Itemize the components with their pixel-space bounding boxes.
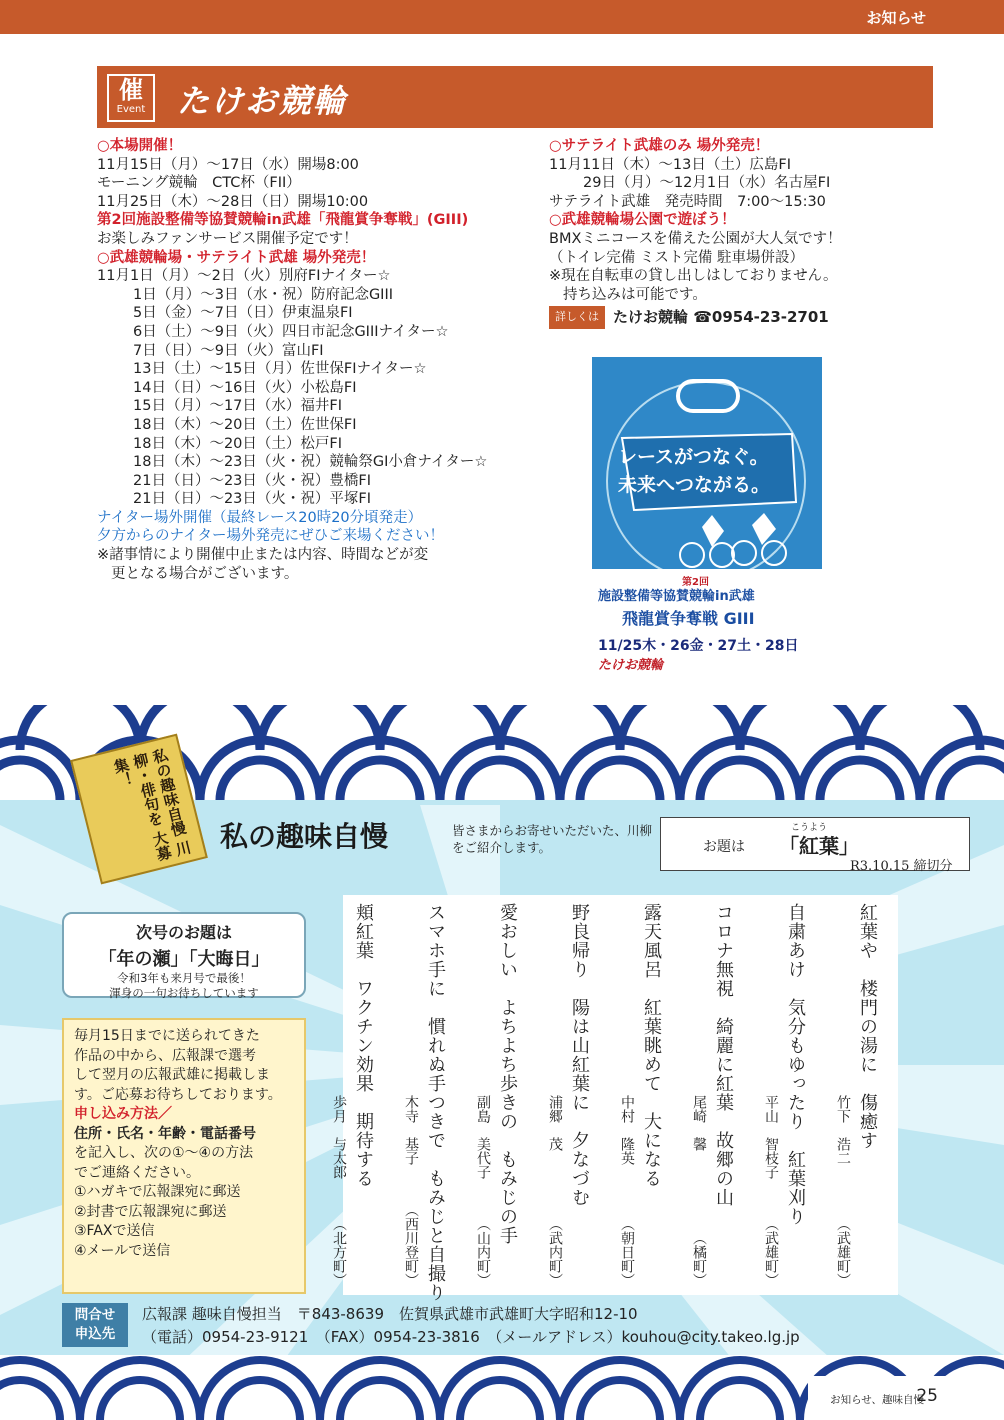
apply-line: して翌月の広報武雄に掲載しま bbox=[74, 1067, 270, 1083]
schedule-line: ※諸事情により開催中止または内容、時間などが変 bbox=[97, 547, 429, 564]
haiku-poem: スマホ手に 慣れぬ手つきで もみじと自撮り bbox=[425, 903, 446, 1302]
contact-badge-line-1: 問合せ bbox=[74, 1307, 116, 1323]
haiku-entry bbox=[532, 895, 604, 1295]
haiku-author: 平山 智枝子 bbox=[763, 1095, 779, 1179]
haiku-author: 尾崎 馨 bbox=[691, 1095, 707, 1151]
schedule-line: 21日（日）〜23日（火・祝）平塚FI bbox=[133, 491, 372, 508]
haiku-town: （朝日町） bbox=[619, 1217, 635, 1287]
schedule-line: 13日（土）〜15日（月）佐世保FIナイター☆ bbox=[133, 361, 427, 378]
schedule-line: 14日（日）〜16日（火）小松島FI bbox=[133, 379, 357, 396]
poster-title-line-1: 施設整備等協賛競輪in武雄 bbox=[598, 589, 755, 604]
haiku-town: （武雄町） bbox=[835, 1217, 851, 1287]
apply-line: す。ご応募お待ちしております。 bbox=[74, 1086, 282, 1103]
schedule-line: ○サテライト武雄のみ 場外発売！ bbox=[549, 138, 770, 154]
poster-slogan-2: 未来へつながる。 bbox=[618, 474, 771, 496]
left-schedule-column bbox=[97, 137, 537, 583]
apply-instructions-box bbox=[62, 1018, 306, 1294]
apply-line: 作品の中から、広報課で選考 bbox=[74, 1047, 256, 1064]
schedule-line: 21日（日）〜23日（火・祝）豊橋FI bbox=[133, 472, 372, 489]
haiku-poem: 自粛あけ 気分もゆったり 紅葉刈り bbox=[785, 903, 806, 1226]
haiku-author: 歩月 与太郎 bbox=[331, 1095, 347, 1179]
schedule-line: 15日（月）〜17日（水）福井FI bbox=[133, 398, 343, 415]
right-schedule-lines bbox=[549, 137, 939, 304]
schedule-line: 持ち込みは可能です。 bbox=[563, 286, 707, 303]
contact-address: 広報課 趣味自慢担当 〒843-8639 佐賀県武雄市武雄町大字昭和12-10 bbox=[142, 1305, 638, 1323]
schedule-line: 18日（木）〜20日（土）松戸FI bbox=[133, 435, 343, 452]
haiku-author: 竹下 浩二 bbox=[835, 1095, 851, 1165]
footer-section-text: お知らせ、趣味自慢 bbox=[830, 1394, 924, 1406]
haiku-poem: コロナ無視 綺麗に紅葉 故郷の山 bbox=[713, 903, 734, 1207]
schedule-line: ○武雄競輪場公園で遊ぼう！ bbox=[549, 212, 736, 229]
haiku-entry bbox=[388, 895, 460, 1302]
haiku-panel bbox=[331, 895, 898, 1302]
schedule-line: 11月11日（木）〜13日（土）広島FI bbox=[549, 156, 791, 173]
haiku-author: 浦郷 茂 bbox=[547, 1095, 563, 1151]
theme-word: 「紅葉」 bbox=[779, 834, 859, 858]
event-banner bbox=[97, 66, 933, 128]
schedule-line: サテライト武雄 発売時間 7:00〜15:30 bbox=[549, 193, 826, 210]
poster-edition: 第2回 bbox=[682, 577, 709, 588]
next-theme-box bbox=[62, 912, 306, 998]
schedule-line: 11月15日（月）〜17日（水）開場8:00 bbox=[97, 156, 359, 173]
schedule-line: 11月25日（木）〜28日（日）開場10:00 bbox=[97, 193, 369, 210]
event-badge-kanji: 催 bbox=[119, 76, 143, 104]
schedule-line: 5日（金）〜7日（日）伊東温泉FI bbox=[133, 305, 353, 322]
right-schedule-column bbox=[549, 137, 939, 329]
schedule-line: BMXミニコースを備えた公園が大人気です！ bbox=[549, 230, 842, 247]
contact-badge-line-2: 申込先 bbox=[74, 1326, 116, 1342]
info-row bbox=[549, 306, 939, 329]
haiku-poem: 紅葉や 楼門の湯に 傷癒す bbox=[857, 903, 878, 1150]
haiku-entry bbox=[820, 895, 892, 1295]
hobby-title: 私の趣味自慢 bbox=[220, 820, 389, 853]
info-contact: たけお競輪 ☎0954-23-2701 bbox=[613, 308, 829, 327]
haiku-poem: 頬紅葉 ワクチン効果 期待する bbox=[353, 903, 374, 1188]
haiku-entry bbox=[460, 895, 532, 1295]
haiku-town: （山内町） bbox=[475, 1217, 491, 1287]
apply-line: ④メールで送信 bbox=[74, 1242, 171, 1259]
apply-line: 毎月15日までに送られてきた bbox=[74, 1028, 260, 1044]
page-number: 25 bbox=[916, 1386, 938, 1406]
haiku-town: （西川登町） bbox=[403, 1203, 419, 1287]
haiku-town: （武内町） bbox=[547, 1217, 563, 1287]
poster-title-line-2: 飛龍賞争奪戦 GIII bbox=[622, 609, 755, 628]
schedule-line: 18日（木）〜23日（火・祝）競輪祭GI小倉ナイター☆ bbox=[133, 454, 488, 471]
schedule-line: ○本場開催！ bbox=[97, 138, 183, 154]
haiku-entry bbox=[748, 895, 820, 1295]
theme-deadline: R3.10.15 締切分 bbox=[850, 859, 953, 874]
schedule-line: 7日（日）〜9日（火）富山FI bbox=[133, 342, 324, 359]
poster-dates: 11/25木・26金・27土・28日 bbox=[598, 638, 799, 654]
apply-line: ③FAXで送信 bbox=[74, 1223, 155, 1239]
poster-cyclists-icon bbox=[672, 507, 792, 569]
haiku-town: （橘町） bbox=[691, 1231, 707, 1287]
schedule-line: 29日（月）〜12月1日（水）名古屋FI bbox=[583, 175, 831, 192]
next-theme-word: 「年の瀬」「大晦日」 bbox=[98, 949, 270, 970]
haiku-entry bbox=[316, 895, 388, 1295]
poster-slogan-1: レースがつなぐ。 bbox=[618, 446, 769, 468]
haiku-poem: 露天風呂 紅葉眺めて 大になる bbox=[641, 903, 662, 1188]
schedule-line: 1日（月）〜3日（水・祝）防府記念GIII bbox=[133, 286, 394, 303]
poster-track-icon bbox=[676, 379, 740, 413]
poster-logo: たけお競輪 bbox=[598, 658, 664, 673]
schedule-line: 更となる場合がございます。 bbox=[111, 565, 299, 582]
haiku-town: （武雄町） bbox=[763, 1217, 779, 1287]
schedule-line: （トイレ完備 ミスト完備 駐車場併設） bbox=[549, 249, 804, 266]
schedule-line: 6日（土）〜9日（火）四日市記念GIIIナイター☆ bbox=[133, 323, 449, 340]
schedule-line: 夕方からのナイター場外発売にぜひご来場ください！ bbox=[97, 528, 444, 545]
section-label: お知らせ bbox=[866, 9, 926, 27]
schedule-line: ナイター場外開催（最終レース20時20分頃発走） bbox=[97, 509, 423, 526]
page-footer bbox=[808, 1376, 1004, 1420]
schedule-line: 18日（木）〜20日（土）佐世保FI bbox=[133, 416, 357, 433]
event-badge-en: Event bbox=[116, 104, 146, 115]
contact-phone-fax-email: （電話）0954-23-9121 （FAX）0954-23-3816 （メールアドレス）kouhou@city.takeo.lg.jp bbox=[142, 1328, 800, 1346]
apply-line: 申し込み方法／ bbox=[74, 1106, 172, 1122]
next-theme-note-1: 令和3年も来月号で最後！ bbox=[117, 971, 251, 985]
schedule-line: ○武雄競輪場・サテライト武雄 場外発売！ bbox=[97, 249, 376, 266]
haiku-author: 中村 隆英 bbox=[619, 1095, 635, 1165]
apply-line: でご連絡ください。 bbox=[74, 1164, 200, 1181]
schedule-line: お楽しみファンサービス開催予定です！ bbox=[97, 230, 358, 247]
top-section-bar bbox=[0, 0, 1004, 34]
event-title: たけお競輪 bbox=[177, 82, 348, 120]
haiku-author: 副島 美代子 bbox=[475, 1095, 491, 1179]
schedule-line: モーニング競輪 CTC杯（FII） bbox=[97, 175, 301, 192]
apply-line: ①ハガキで広報課宛に郵送 bbox=[74, 1184, 241, 1200]
schedule-line: ※現在自転車の貸し出しはしておりません。 bbox=[549, 268, 838, 285]
info-badge: 詳しくは bbox=[549, 306, 605, 329]
schedule-line: 11月1日（月）〜2日（火）別府FIナイター☆ bbox=[97, 268, 391, 285]
haiku-poem: 野良帰り 陽は山紅葉に 夕なづむ bbox=[569, 903, 590, 1207]
theme-reading: こうよう bbox=[791, 823, 828, 833]
event-poster bbox=[592, 357, 822, 682]
hobby-tag-text: 私の趣味自慢 川柳・俳句を 大募集！ bbox=[110, 746, 194, 863]
haiku-poem: 愛おしい よちよち歩きの もみじの手 bbox=[497, 903, 518, 1245]
hobby-intro: 皆さまからお寄せいただいた、川柳をご紹介します。 bbox=[452, 823, 653, 855]
apply-line: 住所・氏名・年齢・電話番号 bbox=[74, 1125, 256, 1142]
apply-line: を記入し、次の①〜④の方法 bbox=[74, 1145, 254, 1161]
haiku-town: （北方町） bbox=[331, 1217, 347, 1287]
next-theme-title: 次号のお題は bbox=[135, 923, 232, 942]
contact-badge bbox=[62, 1303, 128, 1347]
event-badge bbox=[107, 74, 155, 122]
haiku-entry bbox=[676, 895, 748, 1295]
schedule-line: 第2回施設整備等協賛競輪in武雄「飛龍賞争奪戦」(GIII) bbox=[97, 212, 469, 229]
next-theme-note-2: 渾身の一句お待ちしています bbox=[109, 986, 259, 1000]
contact-block bbox=[62, 1300, 912, 1350]
theme-label: お題は bbox=[703, 839, 745, 855]
apply-line: ②封書で広報課宛に郵送 bbox=[74, 1203, 227, 1220]
haiku-author: 木寺 基子 bbox=[403, 1095, 419, 1165]
haiku-entry bbox=[604, 895, 676, 1295]
